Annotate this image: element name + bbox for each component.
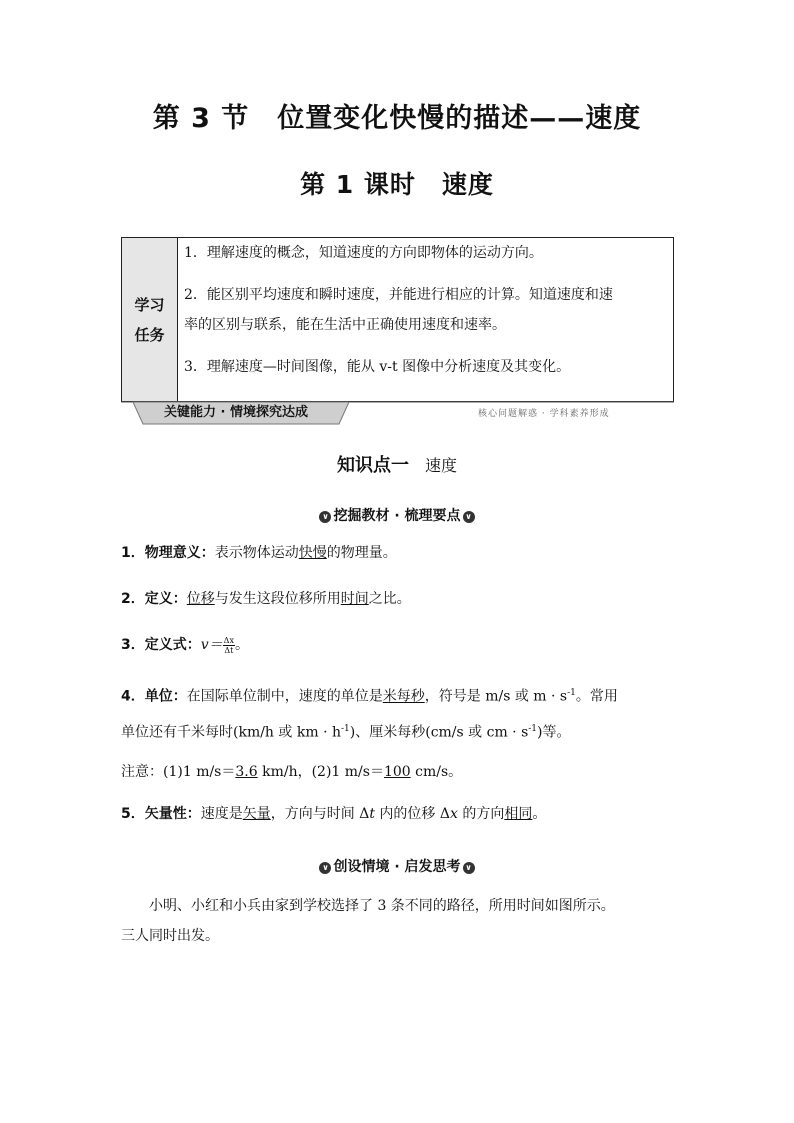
section-title: 第 3 节 位置变化快慢的描述——速度 [152, 103, 642, 134]
formula-lhs: v＝ [200, 637, 223, 653]
lesson-title: 第 1 课时 速度 [300, 170, 494, 199]
variable-x: x [449, 806, 458, 822]
banner-right-caption: 核心问题解惑 · 学科素养形成 [478, 409, 610, 419]
point-label: 5．矢量性： [121, 806, 201, 822]
task-item-1: 1．理解速度的概念，知道速度的方向即物体的运动方向。 [184, 245, 543, 261]
underlined-answer: 时间 [340, 591, 369, 607]
underlined-answer: 位移 [186, 591, 215, 607]
point-text: 单位还有千米每时(km/h 或 km · h [121, 724, 341, 741]
point-text: 。 [234, 637, 249, 653]
point-text: 的方向 [457, 806, 505, 822]
point-5 [121, 801, 681, 827]
learning-tasks-label [130, 290, 170, 350]
point-text: 在国际单位制中，速度的单位是 [186, 688, 383, 705]
task-item-2-cont: 率的区别与联系，能在生活中正确使用速度和速率。 [184, 317, 506, 333]
formula-fraction [223, 636, 235, 655]
point-text: )、厘米每秒(cm/s 或 cm · s [349, 724, 529, 741]
point-text: 的物理量。 [326, 545, 397, 561]
banner-text: 关键能力 · 情境探究达成 [164, 405, 308, 420]
task-item-2: 2．能区别平均速度和瞬时速度，并能进行相应的计算。知道速度和速 [184, 287, 613, 303]
point-2 [121, 586, 681, 612]
point-text: )等。 [537, 724, 571, 741]
point-label: 4．单位： [121, 688, 187, 705]
chevron-down-icon: ∨ [319, 511, 331, 523]
chevron-down-icon: ∨ [319, 862, 331, 874]
chevron-down-icon: ∨ [463, 862, 475, 874]
underlined-answer: 矢量 [242, 806, 271, 822]
label-line-2: 任务 [134, 325, 165, 344]
point-4-line-1 [121, 680, 681, 710]
superscript: -1 [567, 688, 576, 698]
fraction-numerator: Δx [223, 635, 234, 645]
superscript: -1 [528, 723, 538, 734]
underlined-answer: 米每秒 [382, 688, 425, 705]
chevron-down-icon: ∨ [463, 511, 475, 523]
task-item-3: 3．理解速度—时间图像，能从 v-t 图像中分析速度及其变化。 [184, 359, 571, 375]
variable-t: t [369, 806, 375, 822]
point-3 [121, 632, 681, 658]
point-text: 。常用 [575, 688, 618, 705]
topic-heading [0, 451, 794, 477]
point-text: 表示物体运动 [214, 545, 299, 561]
subheading-scenario [0, 856, 794, 876]
subheading-textbook [0, 505, 794, 525]
subheading-text: 创设情境 · 启发思考 [333, 859, 461, 875]
unit-note [121, 759, 681, 785]
point-text: 之比。 [368, 591, 411, 607]
underlined-answer: 3.6 [235, 764, 258, 780]
point-label: 1．物理意义： [121, 545, 215, 561]
scenario-line-2: 三人同时出发。 [121, 928, 219, 944]
point-text: 。 [532, 806, 547, 822]
note-text: 注意：(1)1 m/s＝ [121, 764, 236, 780]
underlined-answer: 100 [383, 764, 411, 780]
note-text: cm/s。 [410, 764, 463, 780]
point-label: 3．定义式： [121, 637, 201, 653]
note-text: km/h，(2)1 m/s＝ [257, 764, 384, 780]
topic-name: 速度 [424, 456, 457, 475]
point-text: ，方向与时间 Δ [270, 806, 370, 822]
learning-tasks-box [121, 237, 674, 402]
subheading-text: 挖掘教材 · 梳理要点 [333, 508, 461, 524]
underlined-answer: 相同 [504, 806, 533, 822]
learning-tasks-label-cell [122, 238, 178, 401]
point-text: ，符号是 m/s 或 m · s [424, 688, 568, 705]
point-4 [121, 680, 681, 745]
key-ability-banner [131, 402, 341, 424]
superscript: -1 [340, 723, 350, 734]
point-1 [121, 540, 681, 566]
point-4-line-2 [121, 716, 681, 746]
point-text: 速度是 [200, 806, 243, 822]
point-text: 与发生这段位移所用 [214, 591, 341, 607]
underlined-answer: 快慢 [298, 545, 327, 561]
point-text: 内的位移 Δ [374, 806, 450, 822]
fraction-denominator: Δt [224, 645, 234, 655]
scenario-paragraph [121, 893, 686, 949]
label-line-1: 学习 [134, 295, 165, 314]
topic-title: 知识点一 [336, 455, 409, 476]
scenario-line-1: 小明、小红和小兵由家到学校选择了 3 条不同的路径，所用时间如图所示。 [149, 898, 615, 914]
point-label: 2．定义： [121, 591, 187, 607]
